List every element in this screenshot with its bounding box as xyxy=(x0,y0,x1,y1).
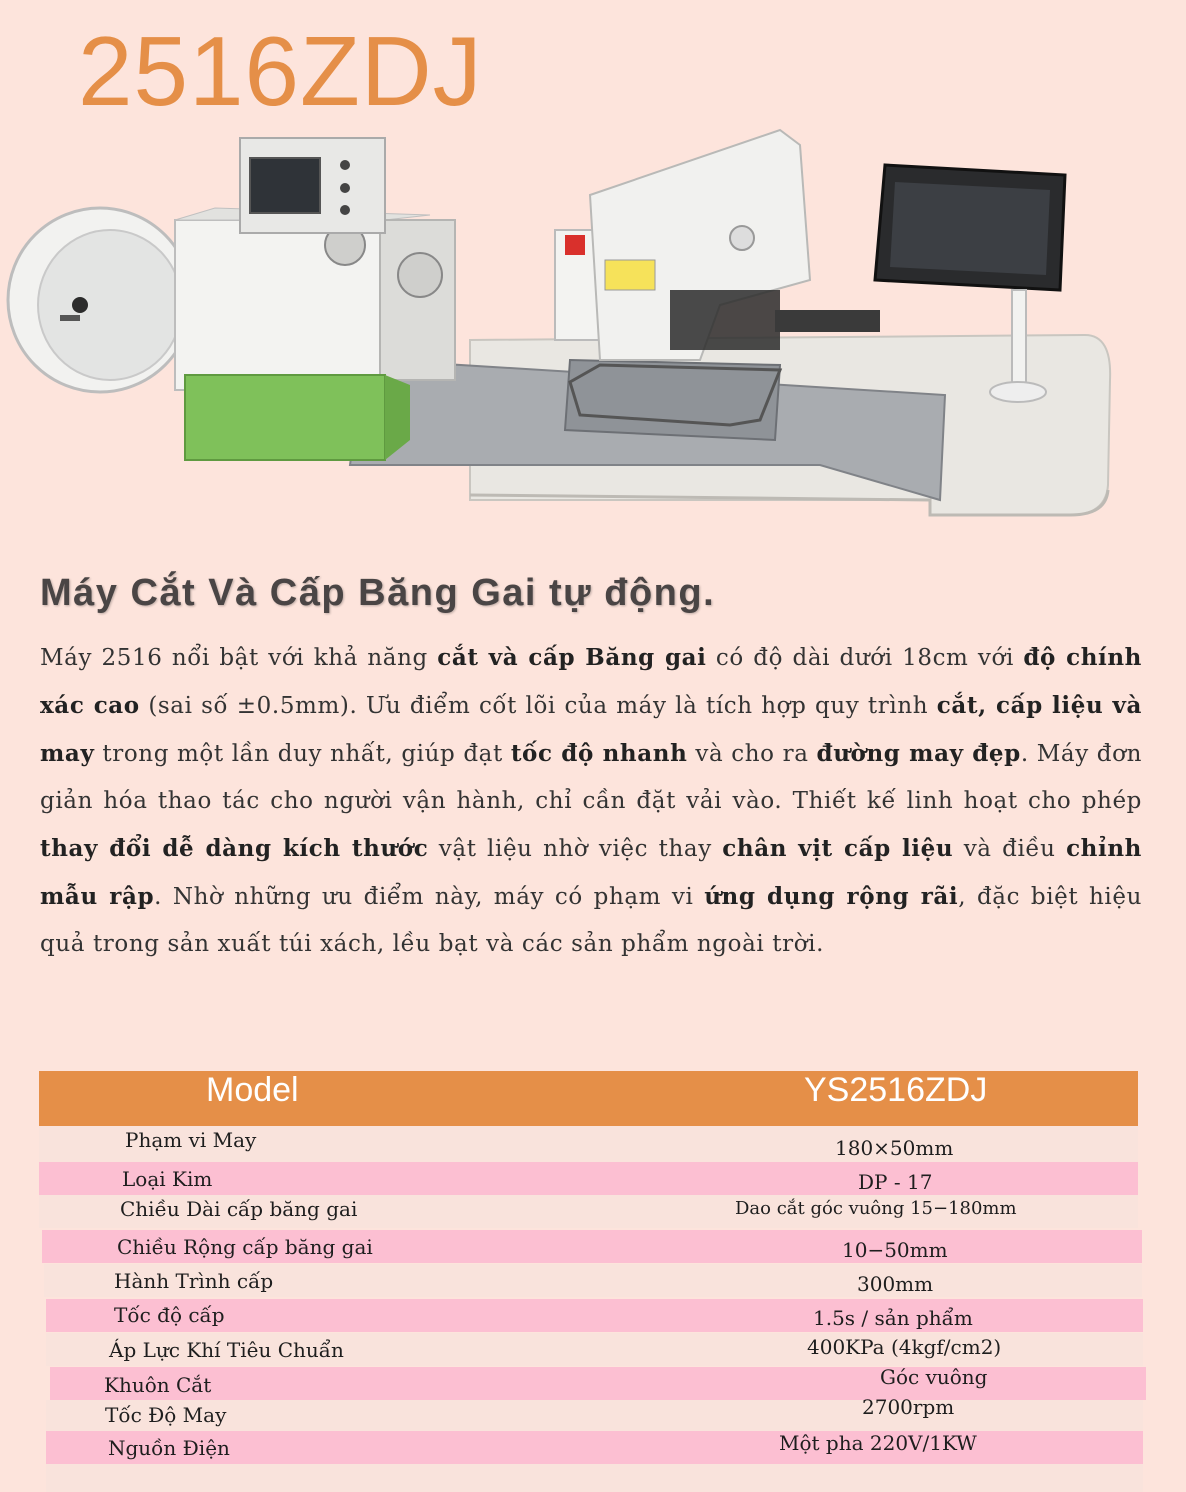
description-bold-text: độ chính xác cao xyxy=(40,644,1143,719)
description-text: (sai số ±0.5mm). Ưu điểm cốt lõi của máy là tích hợp quy trình xyxy=(139,693,937,719)
spec-value: 2700rpm xyxy=(862,1395,955,1419)
spec-label: Khuôn Cắt xyxy=(104,1373,212,1397)
spec-label: Chiều Dài cấp băng gai xyxy=(120,1197,358,1221)
spec-row xyxy=(42,1230,1142,1263)
description-bold-text: tốc độ nhanh xyxy=(510,740,688,767)
description-paragraph xyxy=(40,634,1142,968)
spec-value: 300mm xyxy=(857,1272,934,1296)
spec-row xyxy=(50,1367,1146,1400)
spec-header-value: YS2516ZDJ xyxy=(804,1071,988,1109)
spec-label: Tốc độ cấp xyxy=(114,1303,225,1327)
spec-label: Chiều Rộng cấp băng gai xyxy=(117,1235,373,1259)
spec-row xyxy=(39,1126,1138,1162)
model-title: 2516ZDJ xyxy=(78,16,483,126)
description-text: vật liệu nhờ việc thay xyxy=(428,836,723,862)
description-text: trong một lần duy nhất, giúp đạt xyxy=(94,741,511,767)
description-bold-text: ứng dụng rộng rãi xyxy=(704,883,959,910)
spec-row xyxy=(46,1395,1143,1433)
description-text: và cho ra xyxy=(687,741,817,767)
description-text: Máy 2516 nổi bật với khả năng xyxy=(40,645,438,671)
spec-header-label: Model xyxy=(206,1071,299,1109)
description-bold-text: cắt và cấp Băng gai xyxy=(437,644,707,671)
spec-value: Một pha 220V/1KW xyxy=(779,1431,977,1455)
spec-value: 180×50mm xyxy=(835,1136,954,1160)
spec-row xyxy=(46,1333,1143,1366)
section-heading: Máy Cắt Và Cấp Băng Gai tự động. xyxy=(40,572,716,614)
spec-row xyxy=(46,1299,1143,1332)
sewing-machine-image xyxy=(0,120,1186,540)
spec-label: Loại Kim xyxy=(122,1167,213,1191)
description-text: và điều xyxy=(953,836,1067,862)
spec-label: Nguồn Điện xyxy=(108,1436,230,1460)
spec-row xyxy=(39,1162,1138,1195)
spec-label: Phạm vi May xyxy=(125,1128,257,1152)
description-bold-text: chân vịt cấp liệu xyxy=(722,835,954,862)
spec-value: 1.5s / sản phẩm xyxy=(813,1306,973,1330)
spec-row xyxy=(46,1431,1143,1464)
spec-value: Góc vuông xyxy=(880,1365,988,1389)
spec-value: DP - 17 xyxy=(858,1170,933,1194)
spec-value: 10−50mm xyxy=(842,1238,948,1262)
description-text: , đặc biệt hiệu quả trong sản xuất túi xách, lều bạt và các sản phẩm ngoài trời. xyxy=(40,884,1142,957)
spec-row-empty xyxy=(46,1464,1143,1492)
description-bold-text: cắt, cấp liệu và may xyxy=(40,692,1143,767)
spec-label: Hành Trình cấp xyxy=(114,1269,274,1293)
spec-label: Áp Lực Khí Tiêu Chuẩn xyxy=(109,1338,344,1362)
description-text: . Nhờ những ưu điểm này, máy có phạm vi xyxy=(154,884,705,910)
spec-value: Dao cắt góc vuông 15−180mm xyxy=(735,1198,1017,1219)
description-bold-text: thay đổi dễ dàng kích thước xyxy=(40,835,429,862)
spec-row xyxy=(39,1195,1138,1228)
description-text: có độ dài dưới 18cm với xyxy=(706,645,1024,671)
spec-row xyxy=(44,1264,1142,1297)
description-bold-text: chỉnh mẫu rập xyxy=(40,835,1142,910)
spec-label: Tốc Độ May xyxy=(105,1403,227,1427)
spec-table-header xyxy=(39,1071,1138,1126)
spec-value: 400KPa (4kgf/cm2) xyxy=(807,1335,1002,1359)
description-bold-text: đường may đẹp xyxy=(816,740,1021,767)
description-text: . Máy đơn giản hóa thao tác cho người vận hành, chỉ cần đặt vải vào. Thiết kế linh hoạt cho phép xyxy=(40,741,1142,814)
